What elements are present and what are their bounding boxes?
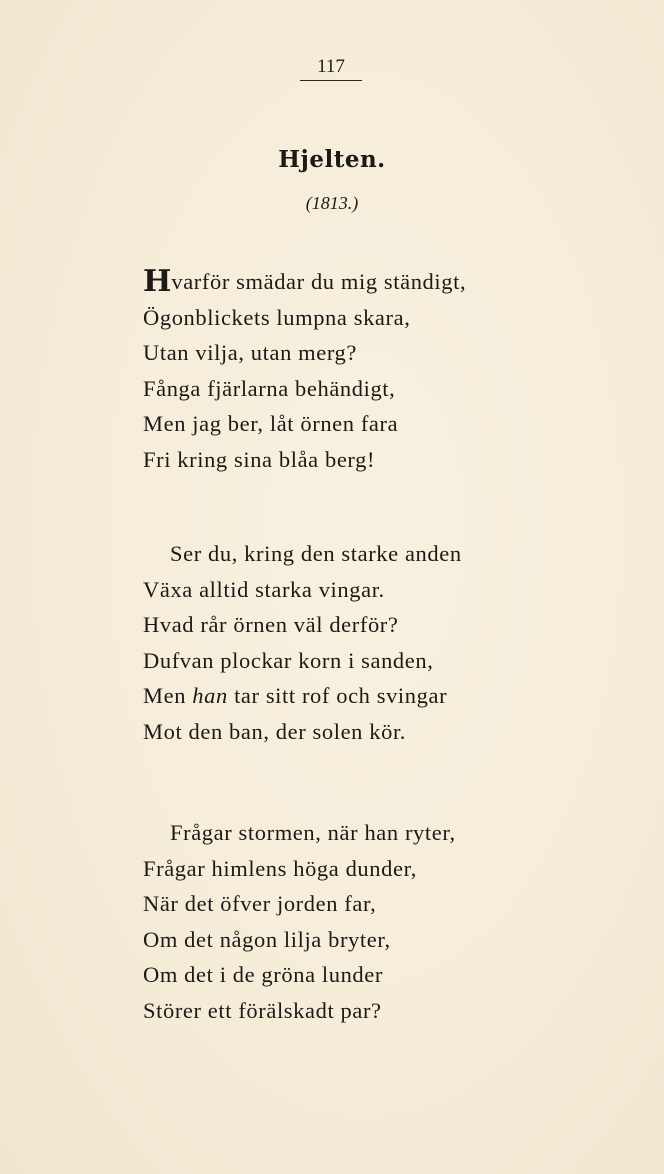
poem-title: Hjelten. (278, 146, 386, 173)
stanza-1 (143, 264, 643, 478)
poem-line: Ögonblickets lumpna skara, (143, 304, 411, 330)
poem-line: Växa alltid starka vingar. (143, 576, 385, 602)
page-number-rule (300, 80, 362, 81)
page-number: 117 (317, 56, 345, 77)
stanza-2 (143, 536, 643, 750)
poem-line: Dufvan plockar korn i sanden, (143, 647, 434, 673)
poem-line: När det öfver jorden far, (143, 891, 377, 917)
emphasized-word: han (192, 683, 228, 709)
line-text: tar sitt rof och svingar (227, 683, 448, 709)
poem-line: Störer ett förälskadt par? (143, 997, 382, 1023)
drop-cap: H (143, 264, 172, 299)
line-text: Men (143, 683, 193, 709)
stanza-3 (143, 815, 643, 1029)
poem-year: (1813.) (305, 193, 359, 213)
poem-line: Ser du, kring den starke anden (170, 541, 462, 566)
first-line-text: varför smädar du mig ständigt, (171, 269, 467, 294)
poem-line: Men jag ber, låt örnen fara (143, 411, 399, 437)
poem-line: Hvad rår örnen väl derför? (143, 612, 399, 638)
poem-line: Fånga fjärlarna behändigt, (143, 375, 396, 401)
poem-line (143, 264, 643, 300)
poem-line: Om det någon lilja bryter, (143, 926, 391, 952)
poem-line: Frågar stormen, när han ryter, (170, 820, 456, 845)
poem-line: Mot den ban, der solen kör. (143, 718, 407, 744)
poem-line: Frågar himlens höga dunder, (143, 855, 417, 881)
poem-line: Utan vilja, utan merg? (143, 340, 357, 366)
poem-line (143, 678, 643, 714)
poem-line: Fri kring sina blåa berg! (143, 446, 376, 472)
poem-line: Om det i de gröna lunder (143, 962, 383, 988)
